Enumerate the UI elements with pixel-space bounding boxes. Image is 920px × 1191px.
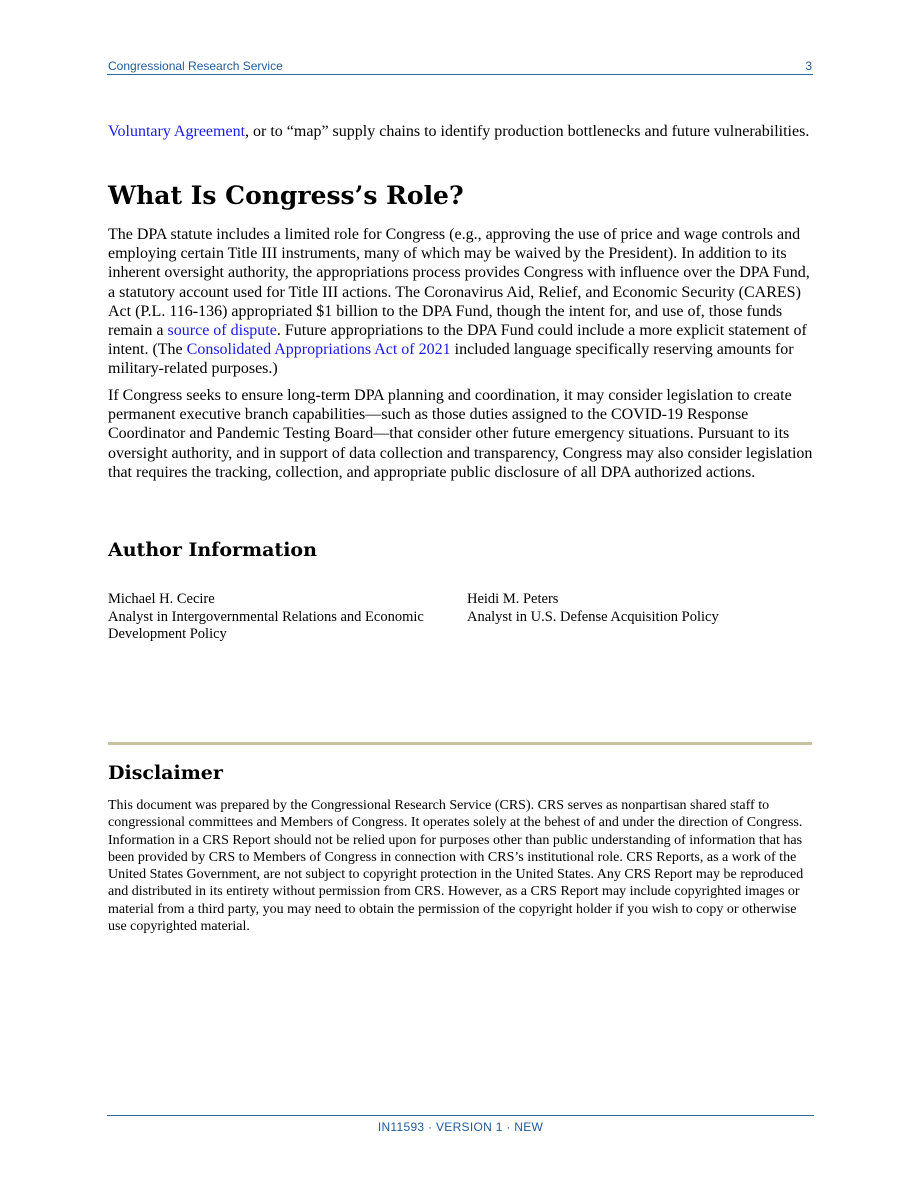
- disclaimer-heading: Disclaimer: [108, 762, 223, 784]
- disclaimer-text: This document was prepared by the Congressional Research Service (CRS). CRS serves as nonpartisan shared staff to congressional committees and Members of Congress. It operates solely at the behest of and under the direction of Congress. Information in a CRS Report should not be relied upon for purposes other than public understanding of information that has been provided by CRS to Members of Congress in connection with CRS’s institutional role. CRS Reports, as a work of the United States Government, are not subject to copyright protection in the United States. Any CRS Report may be reproduced and distributed in its entirety without permission from CRS. However, as a CRS Report may include copyrighted images or material from a third party, you may need to obtain the permission of the copyright holder if you wish to copy or otherwise use copyrighted material.: [108, 798, 804, 935]
- author-1: [108, 591, 448, 644]
- source-of-dispute-link[interactable]: source of dispute: [167, 322, 277, 340]
- disclaimer-divider: [108, 742, 812, 745]
- author-2: [467, 591, 807, 626]
- consolidated-appropriations-link[interactable]: Consolidated Appropriations Act of 2021: [186, 341, 451, 359]
- author-information-heading: Author Information: [108, 539, 317, 561]
- footer-divider: [107, 1115, 814, 1116]
- intro-text: , or to “map” supply chains to identify production bottlenecks and future vulnerabilities.: [245, 123, 810, 140]
- page-header: [107, 57, 813, 75]
- footer-report-id: IN11593 · VERSION 1 · NEW: [377, 1120, 544, 1134]
- congress-role-paragraph-2: [108, 386, 814, 482]
- author-1-name: Michael H. Cecire: [108, 591, 215, 607]
- header-page-number: 3: [805, 59, 812, 73]
- intro-paragraph: [108, 122, 814, 141]
- para1-part1: The DPA statute includes a limited role for Congress (e.g., approving the use of price and wage controls and employing certain Title III instruments, many of which may be waived by the President). In addition to its inherent oversight authority, the appropriations process provides Congress with influence over the DPA Fund, a statutory account used for Title III actions. The Coronavirus Aid, Relief, and Economic Security (CARES) Act (P.L. 116-136) appropriated $1 billion to the DPA Fund, though the intent for, and use of, those funds remain a: [108, 226, 810, 340]
- congress-role-paragraph-1: [108, 225, 814, 379]
- paragraph-2: If Congress seeks to ensure long-term DPA planning and coordination, it may consider legislation to create permanent executive branch capabilities—such as those duties assigned to the COVID-19 Response Coordinator and Pandemic Testing Board—that consider other future emergency situations. Pursuant to its oversight authority, and in support of data collection and transparency, Congress may also consider legislation that requires the tracking, collection, and appropriate public disclosure of all DPA authorized actions.: [108, 387, 813, 481]
- author-2-name: Heidi M. Peters: [467, 591, 559, 607]
- section-heading: What Is Congress’s Role?: [108, 181, 464, 210]
- author-2-role: Analyst in U.S. Defense Acquisition Policy: [467, 608, 719, 625]
- para1-part2: . Future appropriations to the DPA Fund could include a more explicit statement of intent. (The: [108, 322, 807, 359]
- voluntary-agreement-link[interactable]: Voluntary Agreement: [108, 123, 246, 140]
- para1-part3: included language specifically reserving amounts for military-related purposes.): [108, 341, 794, 378]
- header-org-name: Congressional Research Service: [108, 59, 283, 73]
- intro-paragraph-container: [108, 122, 814, 141]
- author-1-role: Analyst in Intergovernmental Relations and Economic Development Policy: [108, 608, 424, 642]
- paragraph-1: [108, 225, 814, 379]
